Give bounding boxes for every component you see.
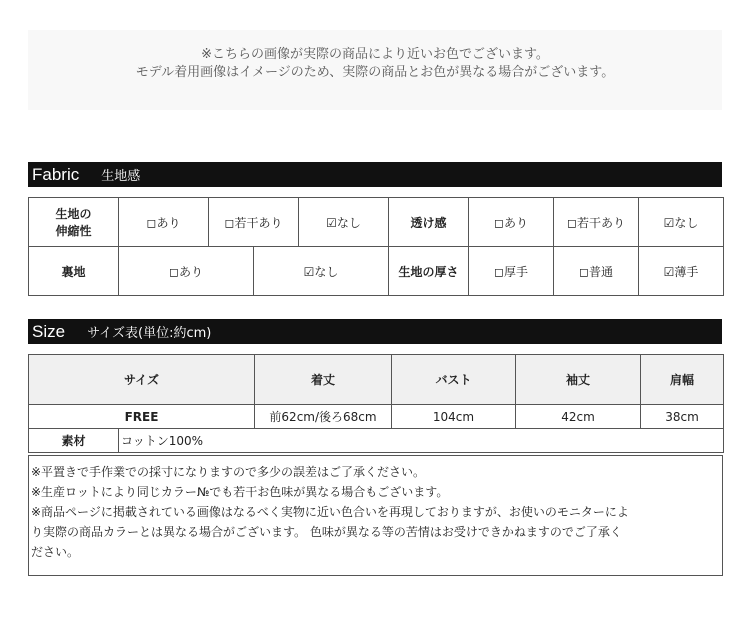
- color-notice: [28, 30, 722, 110]
- thickness-label: 生地の厚さ: [389, 247, 469, 296]
- value-length: 前62cm/後ろ68cm: [255, 405, 392, 429]
- value-bust: 104cm: [392, 405, 516, 429]
- notice-line-2: モデル着用画像はイメージのため、実際の商品とお色が異なる場合がございます。: [135, 65, 615, 80]
- material-label: 素材: [29, 429, 119, 453]
- sheer-option-yes: ◻あり: [469, 198, 554, 247]
- sheer-label: 透け感: [389, 198, 469, 247]
- header-shoulder: 肩幅: [641, 355, 724, 405]
- note-line-2: ※生産ロットにより同じカラー№でも若干お色味が異なる場合もございます。: [31, 485, 449, 499]
- size-free: FREE: [29, 405, 255, 429]
- stretch-option-slight: ◻若干あり: [209, 198, 299, 247]
- sheer-option-none: ☑なし: [639, 198, 724, 247]
- thickness-option-thin: ☑薄手: [639, 247, 724, 296]
- value-sleeve: 42cm: [516, 405, 641, 429]
- stretch-label-line1: 生地の: [55, 207, 92, 221]
- fabric-title-en: Fabric: [32, 164, 80, 184]
- note-line-3: ※商品ページに掲載されている画像はなるべく実物に近い色合いを再現しておりますが、お使いのモニターによ: [31, 505, 629, 519]
- header-length: 着丈: [255, 355, 392, 405]
- fabric-row-lining: [29, 247, 724, 296]
- header-sleeve: 袖丈: [516, 355, 641, 405]
- size-row-free: [29, 405, 724, 429]
- note-line-1: ※平置きで手作業での採寸になりますので多少の誤差はご了承ください。: [31, 465, 426, 479]
- size-title-jp: サイズ表(単位:約cm): [87, 326, 212, 341]
- lining-option-yes: ◻あり: [119, 247, 254, 296]
- fabric-title-jp: 生地感: [101, 169, 141, 184]
- material-value: コットン100%: [119, 429, 724, 453]
- stretch-option-yes: ◻あり: [119, 198, 209, 247]
- measurement-notes: [28, 455, 723, 576]
- thickness-option-normal: ◻普通: [554, 247, 639, 296]
- fabric-row-stretch: [29, 198, 724, 247]
- notice-line-1: ※こちらの画像が実際の商品により近いお色でございます。: [201, 47, 549, 62]
- note-line-5: ださい。: [31, 545, 80, 559]
- stretch-label: [29, 198, 119, 247]
- sheer-option-slight: ◻若干あり: [554, 198, 639, 247]
- header-bust: バスト: [392, 355, 516, 405]
- value-shoulder: 38cm: [641, 405, 724, 429]
- note-line-4: り実際の商品カラーとは異なる場合がございます。 色味が異なる等の苦情はお受けできかねますのでご了承く: [31, 525, 622, 539]
- header-size: サイズ: [29, 355, 255, 405]
- stretch-option-none: ☑なし: [299, 198, 389, 247]
- lining-option-none: ☑なし: [254, 247, 389, 296]
- stretch-label-line2: 伸縮性: [55, 224, 92, 238]
- size-title-en: Size: [32, 321, 66, 341]
- size-header-row: [29, 355, 724, 405]
- size-section-header: [28, 319, 722, 344]
- size-table: [28, 354, 724, 453]
- lining-label: 裏地: [29, 247, 119, 296]
- fabric-table: [28, 197, 724, 296]
- material-row: [29, 429, 724, 453]
- thickness-option-thick: ◻厚手: [469, 247, 554, 296]
- fabric-section-header: [28, 162, 722, 187]
